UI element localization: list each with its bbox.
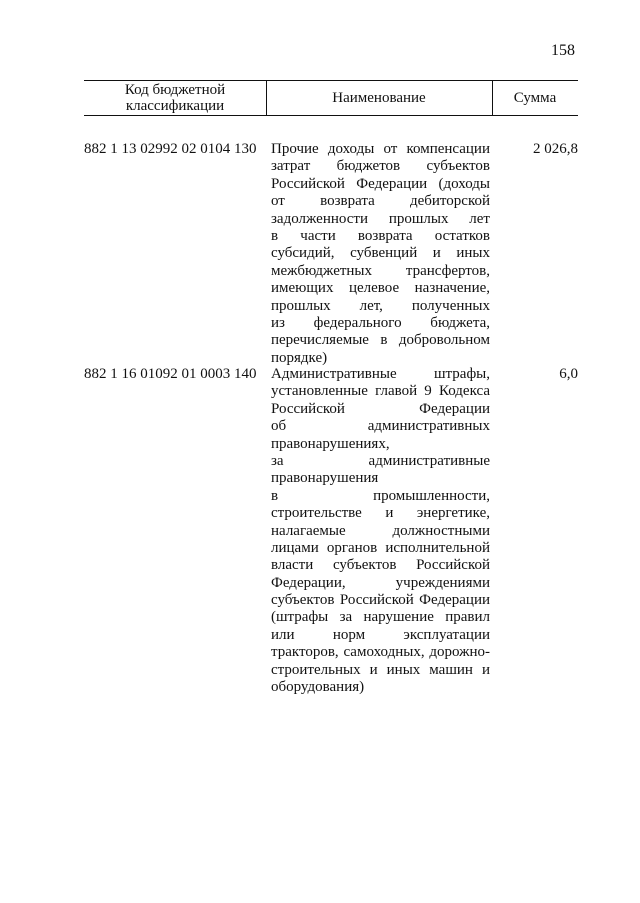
row-description [271,141,490,367]
description-line: перечисляемые в добровольном [271,332,490,349]
description-line: власти субъектов Российской [271,557,490,574]
description-line: затрат бюджетов субъектов [271,158,490,175]
budget-code: 882 1 13 02992 02 0104 130 [84,141,257,157]
header-name-label: Наименование [332,90,426,106]
description-line: об административных [271,418,490,435]
description-line: тракторов, самоходных, дорожно- [271,644,490,661]
description-line: Административные штрафы, [271,366,490,382]
row-description [271,366,490,696]
description-line: Российской Федерации (доходы [271,175,490,192]
header-code-label: Код бюджетной классификации [124,82,226,114]
description-line: лицами органов исполнительной [271,539,490,556]
description-line: правонарушениях, [271,435,390,452]
description-line: Федерации, учреждениями [271,574,490,591]
description-line: прошлых лет, полученных [271,297,490,314]
description-line: строительных и иных машин и [271,661,490,678]
description-line: правонарушения [271,470,379,487]
description-line: или норм эксплуатации [271,626,490,643]
budget-code: 882 1 16 01092 01 0003 140 [84,366,257,382]
header-name-cell [266,81,493,115]
description-line: субъектов Российской Федерации [271,592,490,609]
description-line: строительстве и энергетике, [271,505,490,522]
description-line: порядке) [271,349,328,366]
description-line: Российской Федерации [271,400,490,417]
description-line: в части возврата остатков [271,227,490,244]
table-header [84,80,578,116]
description-line: имеющих целевое назначение, [271,280,490,297]
description-line: из федерального бюджета, [271,314,490,331]
description-line: от возврата дебиторской [271,193,490,210]
description-line: межбюджетных трансфертов, [271,262,490,279]
amount: 6,0 [559,366,578,382]
description-line: за административные [271,452,490,469]
description-line: субсидий, субвенций и иных [271,245,490,262]
description-line: оборудования) [271,679,365,696]
description-line: налагаемые должностными [271,522,490,539]
amount: 2 026,8 [533,141,578,157]
description-line: установленные главой 9 Кодекса [271,383,490,400]
description-line: (штрафы за нарушение правил [271,609,490,626]
page-number: 158 [551,42,575,59]
header-sum-cell [492,81,578,115]
description-line: Прочие доходы от компенсации [271,141,490,157]
description-line: в промышленности, [271,487,490,504]
description-line: задолженности прошлых лет [271,210,490,227]
header-sum-label: Сумма [513,90,557,106]
header-code-cell [84,81,267,115]
